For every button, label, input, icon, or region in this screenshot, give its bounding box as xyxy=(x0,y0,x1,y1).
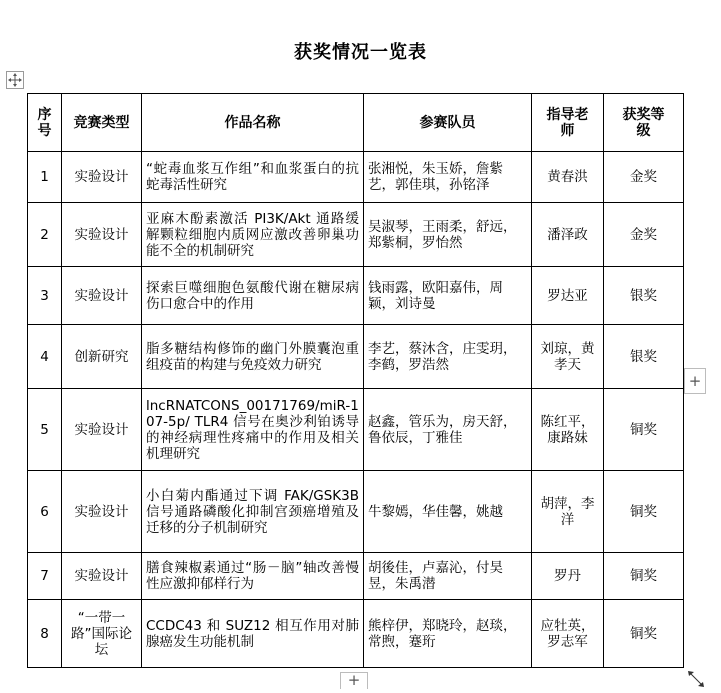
cell-members: 张湘悦，朱玉娇，詹紫艺，郭佳琪，孙铭泽 xyxy=(364,152,532,203)
cell-title: 亚麻木酚素激活 PI3K/Akt 通路缓解颗粒细胞内质网应激改善卵巢功能不全的机制研究 xyxy=(142,203,364,267)
header-title: 作品名称 xyxy=(142,94,364,152)
cell-advisor: 罗达亚 xyxy=(532,267,604,325)
table-move-handle[interactable] xyxy=(6,71,24,89)
add-column-button[interactable]: + xyxy=(684,368,706,394)
page-title: 获奖情况一览表 xyxy=(294,42,427,63)
header-members: 参赛队员 xyxy=(364,94,532,152)
header-no: 序号 xyxy=(28,94,62,152)
cell-title: 脂多糖结构修饰的幽门外膜囊泡重组疫苗的构建与免疫效力研究 xyxy=(142,325,364,389)
header-award: 获奖等级 xyxy=(604,94,684,152)
move-arrows-icon xyxy=(7,72,23,88)
cell-advisor: 罗丹 xyxy=(532,553,604,600)
cell-award: 金奖 xyxy=(604,203,684,267)
cell-members: 熊梓伊，郑晓玲，赵琰，常煦，蹇珩 xyxy=(364,600,532,668)
cell-type: 实验设计 xyxy=(62,553,142,600)
cell-type: 实验设计 xyxy=(62,471,142,553)
header-advisor: 指导老师 xyxy=(532,94,604,152)
cell-no: 1 xyxy=(28,152,62,203)
cell-advisor: 应牡英，罗志军 xyxy=(532,600,604,668)
cell-type: 实验设计 xyxy=(62,389,142,471)
cell-type: 实验设计 xyxy=(62,267,142,325)
cell-award: 金奖 xyxy=(604,152,684,203)
cell-type: 实验设计 xyxy=(62,203,142,267)
cell-title: “蛇毒血浆互作组”和血浆蛋白的抗蛇毒活性研究 xyxy=(142,152,364,203)
cell-title: 膳食辣椒素通过“肠－脑”轴改善慢性应激抑郁样行为 xyxy=(142,553,364,600)
cell-no: 7 xyxy=(28,553,62,600)
table-resize-handle[interactable] xyxy=(684,670,708,689)
table-row xyxy=(28,389,684,471)
cell-advisor: 黄春洪 xyxy=(532,152,604,203)
cell-members: 牛黎嫣，华佳馨，姚越 xyxy=(364,471,532,553)
table-row xyxy=(28,600,684,668)
cell-award: 铜奖 xyxy=(604,553,684,600)
cell-type: “一带一路”国际论坛 xyxy=(62,600,142,668)
cell-no: 8 xyxy=(28,600,62,668)
cell-advisor: 刘琼，黄孝天 xyxy=(532,325,604,389)
cell-award: 铜奖 xyxy=(604,471,684,553)
cell-title: CCDC43 和 SUZ12 相互作用对肺腺癌发生功能机制 xyxy=(142,600,364,668)
cell-advisor: 胡萍，李洋 xyxy=(532,471,604,553)
cell-members: 赵鑫，管乐为，房天舒，鲁依辰，丁雅佳 xyxy=(364,389,532,471)
header-type: 竞赛类型 xyxy=(62,94,142,152)
cell-title: 小白菊内酯通过下调 FAK/GSK3B 信号通路磷酸化抑制宫颈癌增殖及迁移的分子机制研究 xyxy=(142,471,364,553)
table-row xyxy=(28,553,684,600)
cell-members: 胡後佳，卢嘉沁，付昊昱，朱禹潜 xyxy=(364,553,532,600)
cell-members: 吴淑琴，王雨柔，舒远，郑紫桐，罗怡然 xyxy=(364,203,532,267)
cell-no: 2 xyxy=(28,203,62,267)
table-row xyxy=(28,325,684,389)
cell-advisor: 潘泽政 xyxy=(532,203,604,267)
cell-advisor: 陈红平，康路妹 xyxy=(532,389,604,471)
table-header-row xyxy=(28,94,684,152)
cell-type: 创新研究 xyxy=(62,325,142,389)
table-row xyxy=(28,203,684,267)
resize-diagonal-icon xyxy=(684,670,708,689)
cell-award: 银奖 xyxy=(604,267,684,325)
table-row xyxy=(28,152,684,203)
award-table xyxy=(27,93,684,668)
cell-members: 钱雨露，欧阳嘉伟，周颖，刘诗曼 xyxy=(364,267,532,325)
cell-title: lncRNATCONS_00171769/miR-107-5p/ TLR4 信号在奥沙利铂诱导的神经病理性疼痛中的作用及相关机理研究 xyxy=(142,389,364,471)
cell-title: 探索巨噬细胞色氨酸代谢在糖尿病伤口愈合中的作用 xyxy=(142,267,364,325)
cell-award: 银奖 xyxy=(604,325,684,389)
cell-no: 3 xyxy=(28,267,62,325)
table-row xyxy=(28,267,684,325)
cell-members: 李艺，蔡沐含，庄雯玥，李鹤，罗浩然 xyxy=(364,325,532,389)
cell-award: 铜奖 xyxy=(604,600,684,668)
add-row-button[interactable]: + xyxy=(340,672,368,689)
table-row xyxy=(28,471,684,553)
cell-type: 实验设计 xyxy=(62,152,142,203)
cell-no: 4 xyxy=(28,325,62,389)
cell-no: 6 xyxy=(28,471,62,553)
cell-award: 铜奖 xyxy=(604,389,684,471)
cell-no: 5 xyxy=(28,389,62,471)
